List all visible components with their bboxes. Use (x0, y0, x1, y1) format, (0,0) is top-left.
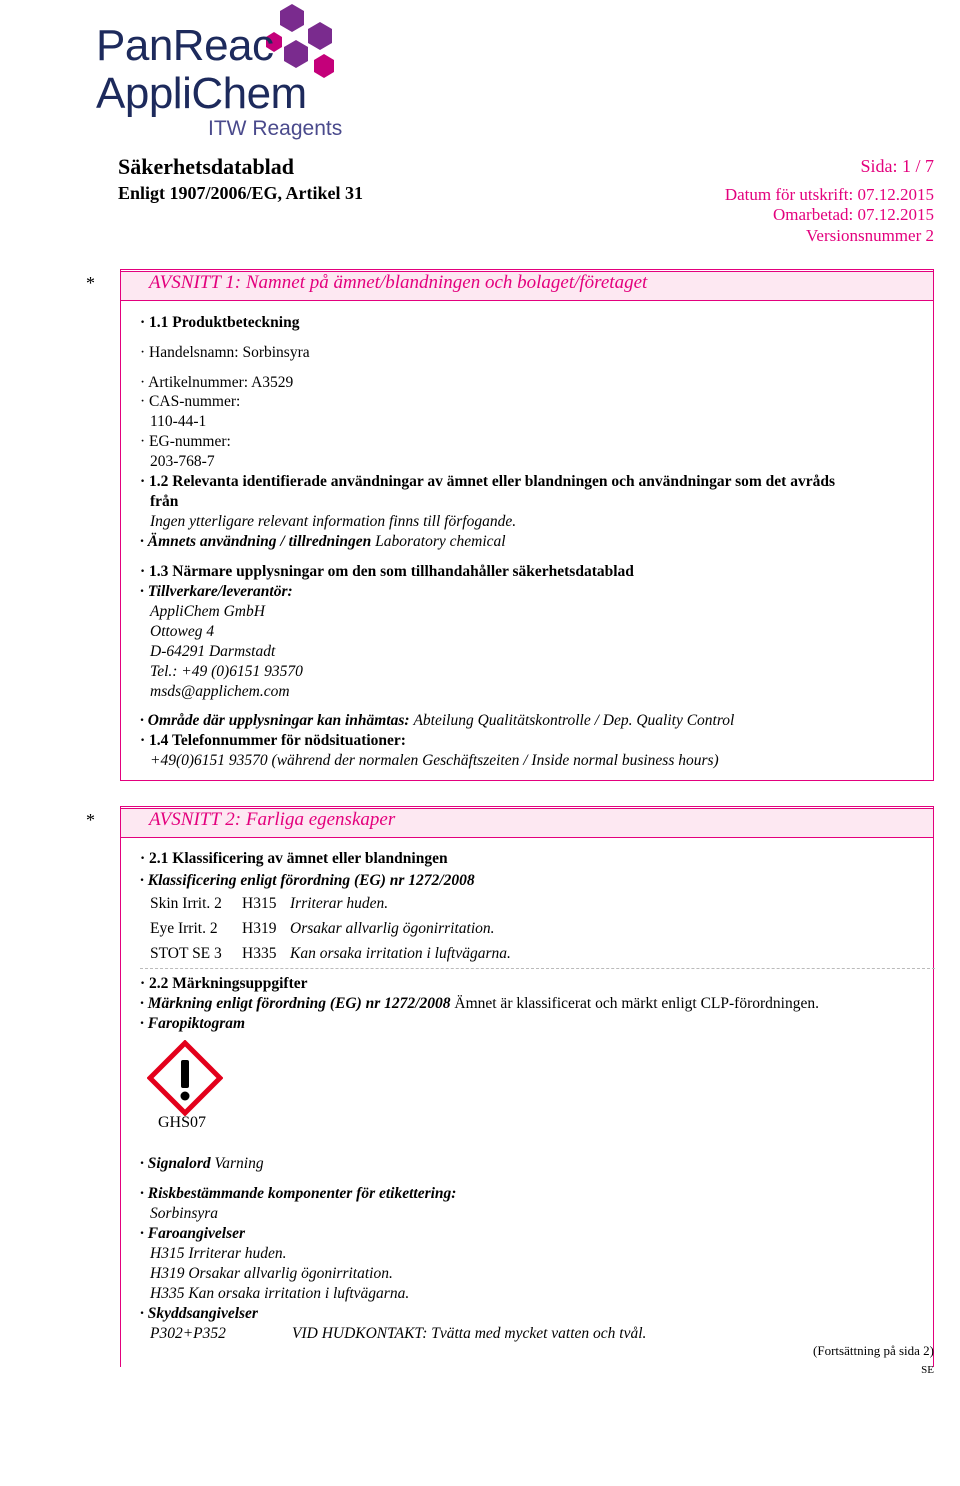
precautionary-label: · Skyddsangivelser (140, 1305, 258, 1322)
divider (140, 968, 935, 969)
supplier-city: D-64291 Darmstadt (150, 643, 276, 660)
cas-value: 110-44-1 (150, 413, 207, 430)
section-1-2-heading-cont: från (150, 493, 179, 510)
version-number: Versionsnummer 2 (806, 226, 934, 245)
class-text: Irriterar huden. (290, 895, 389, 912)
doc-subtitle: Enligt 1907/2006/EG, Artikel 31 (118, 183, 364, 203)
supplier-label: · Tillverkare/leverantör: (140, 583, 293, 600)
trade-name-row: · Handelsnamn: Sorbinsyra (140, 344, 310, 361)
hazard-statement: H315 Irriterar huden. (150, 1245, 287, 1262)
continued-note: (Fortsättning på sida 2) (813, 1343, 934, 1358)
supplier-street: Ottoweg 4 (150, 623, 215, 640)
section-2-1-heading: · 2.1 Klassificering av ämnet eller blandningen (140, 850, 448, 867)
info-area-row: · Område där upplysningar kan inhämtas: Abteilung Qualitätskontrolle / Dep. Quality Control (140, 712, 735, 729)
class-cat: Skin Irrit. 2 (150, 895, 222, 912)
ec-label: · EG-nummer: (140, 433, 231, 450)
section1-header (120, 271, 934, 301)
section-1-2-heading: · 1.2 Relevanta identifierade användningar av ämnet eller blandningen och användningar som det avråds (140, 473, 835, 490)
class-cat: Eye Irrit. 2 (150, 920, 218, 937)
class-text: Kan orsaka irritation i luftvägarna. (290, 945, 511, 962)
class-cat: STOT SE 3 (150, 945, 222, 962)
section-1-3-heading: · 1.3 Närmare upplysningar om den som tillhandahåller säkerhetsdatablad (140, 563, 634, 580)
section-1-4-heading: · 1.4 Telefonnummer för nödsituationer: (140, 732, 406, 749)
hazard-statement: H335 Kan orsaka irritation i luftvägarna. (150, 1285, 410, 1302)
logo-itw: ITW Reagents (208, 117, 343, 140)
supplier-name: AppliChem GmbH (150, 603, 265, 620)
change-marker-2: * (86, 810, 95, 830)
section2-title: AVSNITT 2: Farliga egenskaper (149, 809, 396, 830)
precautionary-code: P302+P352 (150, 1325, 226, 1342)
hazard-statements-label: · Faroangivelser (140, 1225, 246, 1242)
logo-panreac: PanReac (96, 21, 274, 70)
labelling-row: · Märkning enligt förordning (EG) nr 1272/2008 Ämnet är klassificerat och märkt enligt CLP-förordningen. (140, 995, 819, 1012)
page-number: Sida: 1 / 7 (860, 156, 934, 176)
ghs07-exclamation-icon (147, 1040, 223, 1116)
class-code: H335 (242, 945, 277, 962)
cas-label: · CAS-nummer: (140, 393, 241, 410)
section-2-2-heading: · 2.2 Märkningsuppgifter (140, 975, 308, 992)
emergency-phone: +49(0)6151 93570 (während der normalen Geschäftszeiten / Inside normal business hours) (150, 752, 719, 769)
supplier-email[interactable]: msds@applichem.com (150, 683, 290, 700)
print-date: Datum för utskrift: 07.12.2015 (724, 185, 934, 204)
language-code: SE (921, 1364, 934, 1376)
logo-applichem: AppliChem (96, 69, 307, 118)
ec-value: 203-768-7 (150, 453, 215, 470)
class-code: H319 (242, 920, 277, 937)
supplier-phone: Tel.: +49 (0)6151 93570 (150, 663, 303, 680)
section1-title: AVSNITT 1: Namnet på ämnet/blandningen och bolaget/företaget (149, 272, 648, 293)
pictogram-label: · Faropiktogram (140, 1015, 246, 1032)
hazard-statement: H319 Orsakar allvarlig ögonirritation. (150, 1265, 393, 1282)
risk-components-label: · Riskbestämmande komponenter för etikettering: (140, 1185, 457, 1202)
signal-word-row: · Signalord Varning (140, 1155, 264, 1172)
revised-date: Omarbetad: 07.12.2015 (773, 205, 934, 224)
article-number-row: · Artikelnummer: A3529 (140, 374, 294, 391)
class-text: Orsakar allvarlig ögonirritation. (290, 920, 495, 937)
pictogram-code: GHS07 (158, 1114, 207, 1131)
section-2-1-sub: · Klassificering enligt förordning (EG) nr 1272/2008 (140, 872, 475, 889)
class-code: H315 (242, 895, 277, 912)
precautionary-text: VID HUDKONTAKT: Tvätta med mycket vatten och tvål. (292, 1325, 647, 1342)
section-1-1-heading: · 1.1 Produktbeteckning (140, 314, 300, 331)
change-marker: * (86, 273, 95, 293)
risk-components-value: Sorbinsyra (150, 1205, 219, 1222)
doc-title: Säkerhetsdatablad (118, 154, 295, 179)
use-row: · Ämnets användning / tillredningen Laboratory chemical (140, 533, 506, 550)
section2-header (120, 808, 934, 838)
section-1-2-text: Ingen ytterligare relevant information finns till förfogande. (150, 513, 517, 530)
